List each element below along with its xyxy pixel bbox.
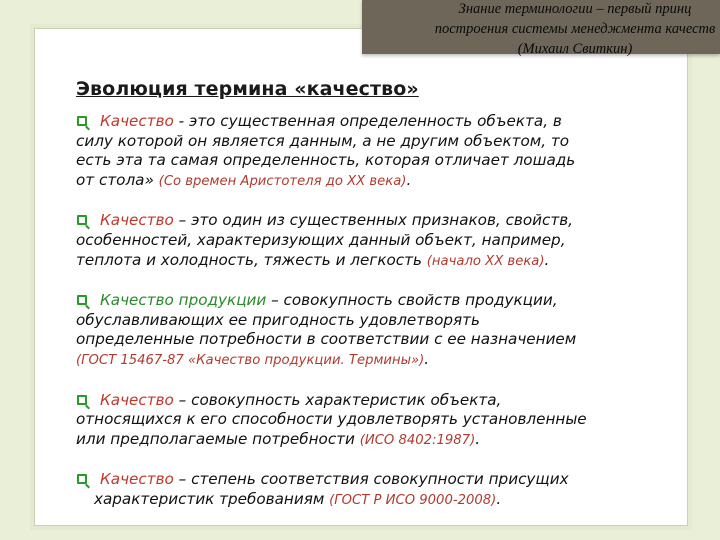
definition-end: . [544, 250, 550, 269]
definition-item [76, 112, 676, 191]
checkbox-bullet-icon [77, 395, 87, 405]
definition-text: – совокупность свойств продукции, [266, 291, 558, 310]
definition-end: . [496, 489, 502, 508]
definition-term: Качество [100, 470, 174, 489]
definition-source: (ИСО 8402:1987) [359, 432, 476, 448]
definition-term: Качество продукции [100, 291, 267, 310]
quote-line-1: Знание терминологии – первый принц [458, 1, 692, 17]
definition-item [76, 211, 676, 271]
definition-text: относящихся к его способности удовлетворять установленные [76, 410, 587, 429]
definition-text: определенные потребности в соответствии с ее назначением [76, 330, 577, 349]
definition-text: теплота и холодность, тяжесть и легкость [76, 250, 427, 269]
checkbox-bullet-icon [77, 116, 87, 126]
quote-text [410, 0, 720, 59]
quote-line-2: построения системы менеджмента качеств [434, 21, 716, 37]
definition-end: . [406, 170, 412, 189]
definition-text: характеристик требованиям [94, 489, 330, 508]
definition-source: (ГОСТ 15467-87 «Качество продукции. Термины») [76, 352, 425, 368]
definition-text: есть эта та самая определенность, которая отличает лошадь [76, 151, 576, 170]
definition-text: – степень соответствия совокупности присущих [173, 470, 569, 489]
definition-text: особенностей, характеризующих данный объект, например, [76, 230, 566, 249]
definition-text: – это один из существенных признаков, свойств, [173, 211, 574, 230]
checkbox-bullet-icon [77, 474, 87, 484]
quote-author: (Михаил Свиткин) [517, 41, 633, 57]
definition-item [76, 470, 676, 510]
definition-term: Качество [100, 390, 174, 409]
definition-text: - это существенная определенность объекта, в [173, 112, 562, 130]
definition-term: Качество [100, 112, 174, 130]
definition-text: или предполагаемые потребности [76, 429, 360, 448]
checkbox-bullet-icon [77, 215, 87, 225]
definition-text: – совокупность характеристик объекта, [173, 390, 502, 409]
definition-source: (Со времен Аристотеля до XX века) [158, 173, 407, 189]
definition-item [76, 291, 676, 370]
definition-source: (начало XX века) [426, 253, 545, 269]
definition-source: (ГОСТ Р ИСО 9000-2008) [329, 492, 497, 508]
definitions-list [76, 112, 676, 511]
checkbox-bullet-icon [77, 295, 87, 305]
definition-text: от стола» [76, 170, 159, 189]
slide-title: Эволюция термина «качество» [76, 78, 419, 100]
definition-end: . [424, 349, 430, 368]
definition-end: . [475, 429, 481, 448]
definition-term: Качество [100, 211, 174, 230]
definition-text: обуславливающих ее пригодность удовлетворять [76, 310, 480, 329]
definition-item [76, 391, 676, 451]
definition-text: силу которой он является данным, а не другим объектом, то [76, 131, 570, 150]
